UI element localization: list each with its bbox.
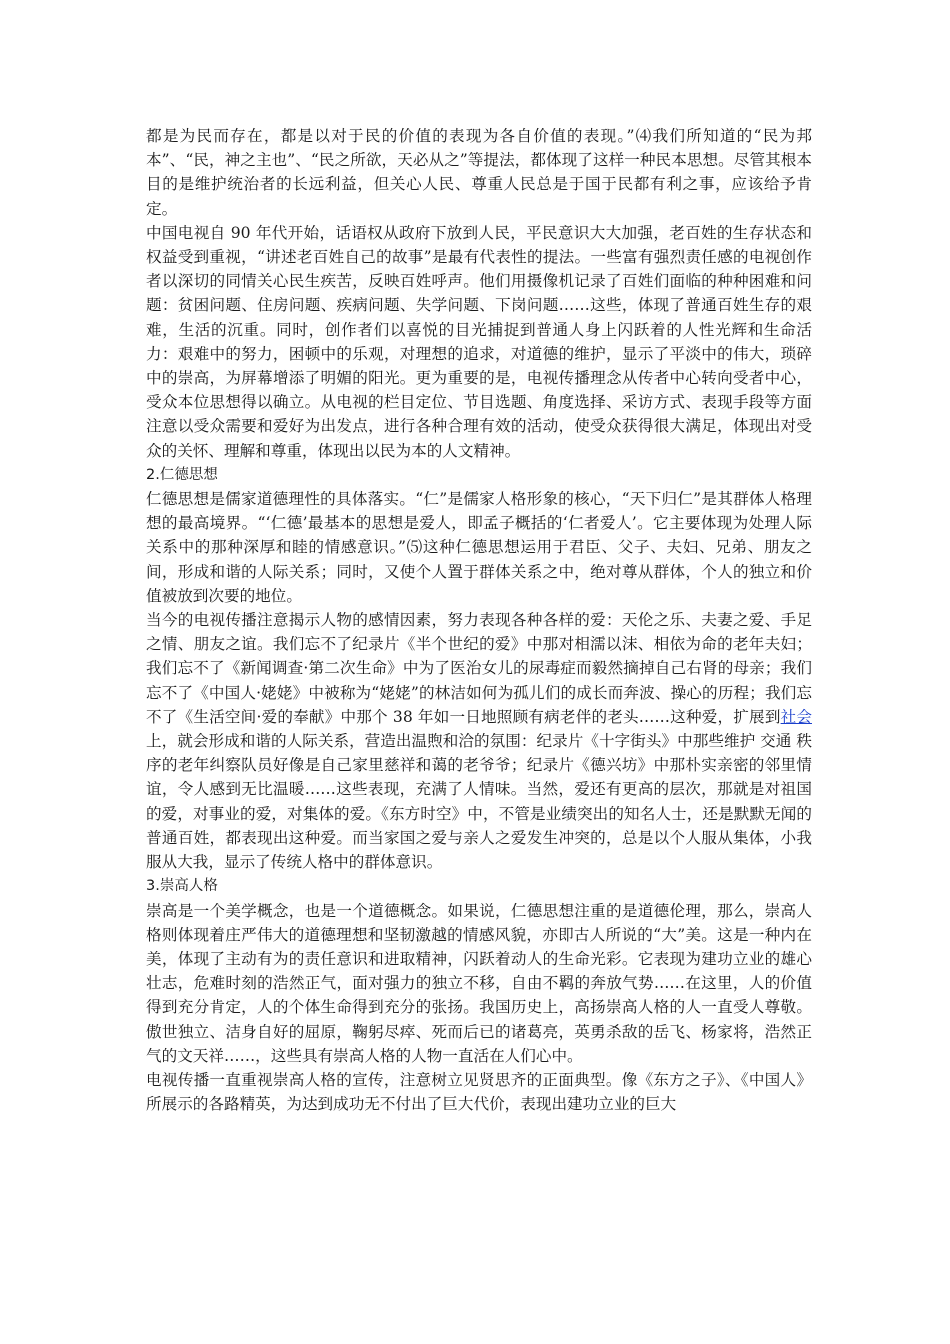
society-link[interactable]: 社会 xyxy=(780,707,812,726)
paragraph-minben-quote: 都是为民而存在，都是以对于民的价值的表现为各自价值的表现。”⑷我们所知道的“民为邦本”、“民，神之主也”、“民之所欲，天必从之”等提法，都体现了这样一种民本思想。尽管其根本目的是维护统治者的长远利益，但关心人民、尊重人民总是于国于民都有利之事，应该给予肯定。 xyxy=(146,127,812,218)
paragraph-tv-chonggao: 电视传播一直重视崇高人格的宣传，注意树立见贤思齐的正面典型。像《东方之子》、《中国人》所展示的各路精英，为达到成功无不付出了巨大代价，表现出建功立业的巨大 xyxy=(146,1070,812,1114)
paragraph-tv-love xyxy=(146,608,812,874)
paragraph-chonggao-definition: 崇高是一个美学概念，也是一个道德概念。如果说，仁德思想注重的是道德伦理，那么，崇高人格则体现着庄严伟大的道德理想和坚韧激越的情感风貌，亦即古人所说的“大”美。这是一种内在美，体现了主动有为的责任意识和进取精神，闪跃着动人的生命光彩。它表现为建功立业的雄心壮志，危难时刻的浩然正气，面对强力的独立不移，自由不羁的奔放气势……在这里，人的价值得到充分肯定，人的个体生命得到充分的张扬。我国历史上，高扬崇高人格的人一直受人尊敬。傲世独立、洁身自好的屈原，鞠躬尽瘁、死而后已的诸葛亮，英勇杀敌的岳飞、杨家将，浩然正气的文天祥……，这些具有崇高人格的人物一直活在人们心中。 xyxy=(146,901,812,1065)
paragraph-text-before-link: 当今的电视传播注意揭示人物的感情因素，努力表现各种各样的爱：天伦之乐、夫妻之爱、手足之情、朋友之谊。我们忘不了纪录片《半个世纪的爱》中那对相濡以沫、相依为命的老年夫妇；我们忘不了《新闻调查·第二次生命》中为了医治女儿的尿毒症而毅然摘掉自己右肾的母亲；我们忘不了《中国人·姥姥》中被称为“姥姥”的林洁如何为孤儿们的成长而奔波、操心的历程；我们忘不了《生活空间·爱的奉献》中那个 38 年如一日地照顾有病老伴的老头……这种爱，扩展到 xyxy=(146,611,812,726)
section-heading-chonggao: 3.崇高人格 xyxy=(146,878,218,895)
section-heading-rende: 2.仁德思想 xyxy=(146,466,218,483)
paragraph-rende-definition: 仁德思想是儒家道德理性的具体落实。“仁”是儒家人格形象的核心，“天下归仁”是其群体人格理想的最高境界。“‘仁德’最基本的思想是爱人，即孟子概括的‘仁者爱人’。它主要体现为处理人际关系中的那种深厚和睦的情感意识。”⑸这种仁德思想运用于君臣、父子、夫妇、兄弟、朋友之间，形成和谐的人际关系；同时，又使个人置于群体关系之中，绝对尊从群体，个人的独立和价值被放到次要的地位。 xyxy=(146,490,812,605)
paragraph-tv-people-oriented: 中国电视自 90 年代开始，话语权从政府下放到人民，平民意识大大加强，老百姓的生存状态和权益受到重视，“讲述老百姓自己的故事”是最有代表性的提法。一些富有强烈责任感的电视创作者以深切的同情关心民生疾苦，反映百姓呼声。他们用摄像机记录了百姓们面临的种种困难和问题：贫困问题、住房问题、疾病问题、失学问题、下岗问题……这些，体现了普通百姓生存的艰难，生活的沉重。同时，创作者们以喜悦的目光捕捉到普通人身上闪跃着的人性光辉和生命活力：艰难中的努力，困顿中的乐观，对理想的追求，对道德的维护，显示了平淡中的伟大，琐碎中的崇高，为屏幕增添了明媚的阳光。更为重要的是，电视传播理念从传者中心转向受者中心，受众本位思想得以确立。从电视的栏目定位、节目选题、角度选择、采访方式、表现手段等方面注意以受众需要和爱好为出发点，进行各种合理有效的活动，使受众获得很大满足，体现出对受众的关怀、理解和尊重，体现出以民为本的人文精神。 xyxy=(146,223,812,460)
paragraph-text-after-link: 上，就会形成和谐的人际关系，营造出温煦和洽的氛围：纪录片《十字街头》中那些维护 交通 秩序的老年纠察队员好像是自己家里慈祥和蔼的老爷爷；纪录片《德兴坊》中那朴实亲密的邻里情谊，令人感到无比温暖……这些表现，充满了人情味。当然，爱还有更高的层次，那就是对祖国的爱，对事业的爱，对集体的爱。《东方时空》中，不管是业绩突出的知名人士，还是默默无闻的普通百姓，都表现出这种爱。而当家国之爱与亲人之爱发生冲突的，总是以个人服从集体，小我服从大我，显示了传统人格中的群体意识。 xyxy=(146,732,812,872)
document-page xyxy=(146,124,812,1116)
